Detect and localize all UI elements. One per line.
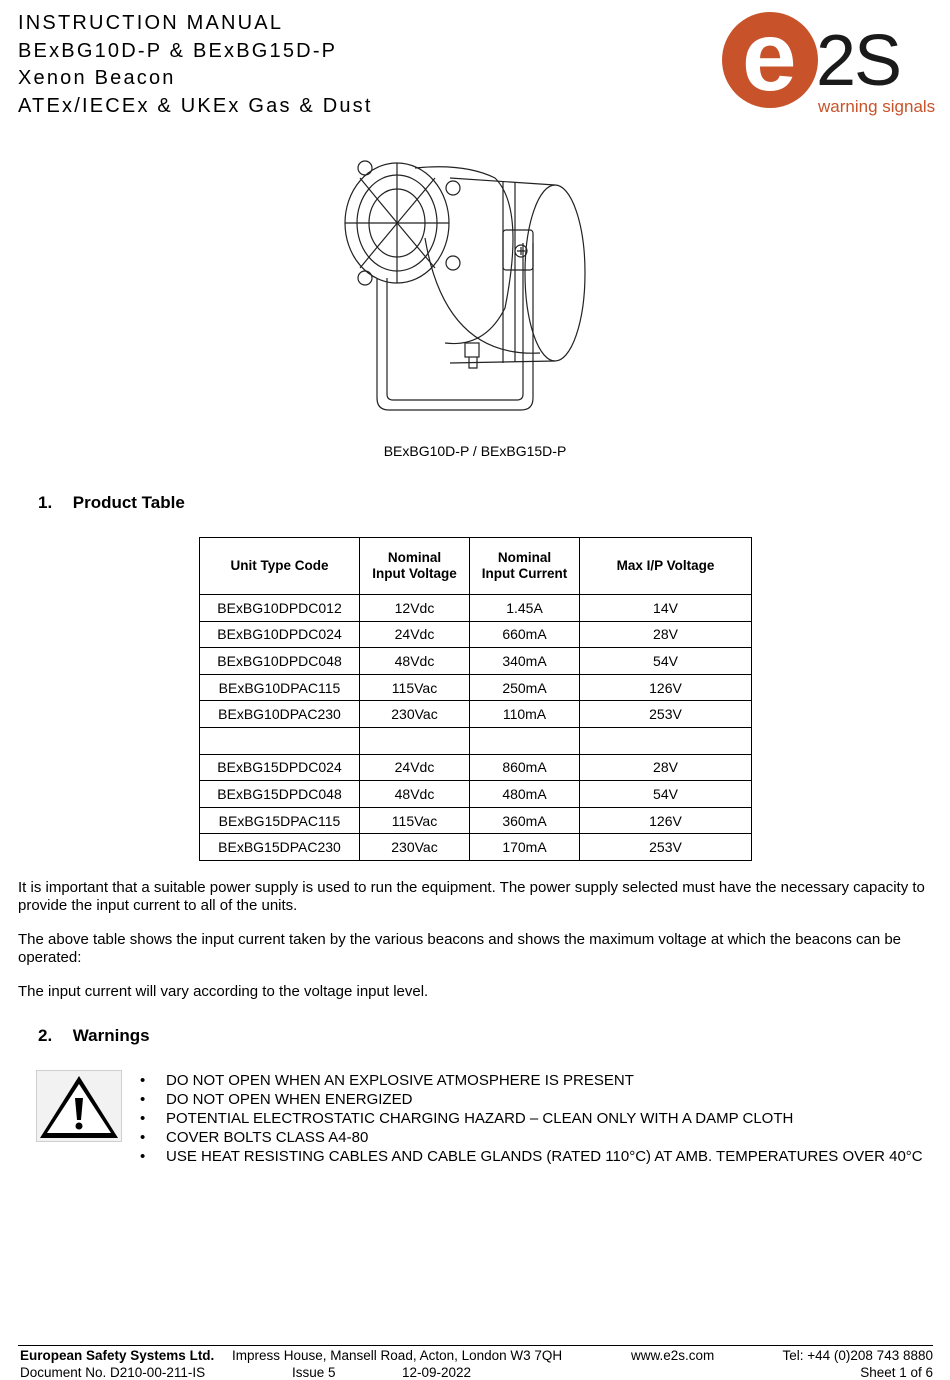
table-cell: 480mA (470, 781, 580, 808)
section-number: 1. (38, 493, 53, 512)
table-cell: 860mA (470, 754, 580, 781)
product-table (199, 537, 752, 861)
table-row (200, 834, 752, 861)
document-title-line: Xenon Beacon (18, 67, 176, 89)
section-title: Product Table (72, 493, 185, 512)
logo-brand: 2S (816, 21, 901, 101)
table-cell: 24Vdc (360, 754, 470, 781)
e2s-logo (720, 1, 936, 120)
table-cell: 170mA (470, 834, 580, 861)
body-paragraph: The input current will vary according to the voltage input level. (18, 983, 429, 1000)
list-item: • DO NOT OPEN WHEN AN EXPLOSIVE ATMOSPHERE IS PRESENT (140, 1071, 940, 1090)
table-cell (470, 727, 580, 754)
footer-address: Impress House, Mansell Road, Acton, London W3 7QH (232, 1348, 563, 1363)
table-cell: BExBG10DPAC115 (200, 674, 360, 701)
table-cell: 24Vdc (360, 621, 470, 648)
footer-divider (18, 1345, 933, 1346)
table-row (200, 754, 752, 781)
table-cell: 12Vdc (360, 595, 470, 622)
table-header-row (200, 538, 752, 595)
document-title-line: BExBG10D-P & BExBG15D-P (18, 39, 338, 62)
table-cell: BExBG10DPDC024 (200, 621, 360, 648)
footer-date: 12-09-2022 (402, 1365, 472, 1380)
document-title-line: INSTRUCTION MANUAL (18, 12, 284, 34)
table-cell: 48Vdc (360, 648, 470, 675)
table-cell: 54V (580, 648, 752, 675)
table-cell: 340mA (470, 648, 580, 675)
table-row (200, 701, 752, 728)
table-cell: 28V (580, 621, 752, 648)
beacon-illustration (325, 148, 595, 428)
body-paragraph: The above table shows the input current taken by the various beacons and shows the maximum voltage at which the beacons can be operated: (18, 931, 902, 966)
logo-tagline: warning signals (818, 97, 936, 116)
table-cell: 48Vdc (360, 781, 470, 808)
list-item: • USE HEAT RESISTING CABLES AND CABLE GLANDS (RATED 110°C) AT AMB. TEMPERATURES OVER 40°C (140, 1147, 940, 1166)
table-cell: 115Vac (360, 807, 470, 834)
footer-telephone: Tel: +44 (0)208 743 8880 (782, 1348, 933, 1363)
table-cell: 253V (580, 701, 752, 728)
list-item: • DO NOT OPEN WHEN ENERGIZED (140, 1090, 940, 1109)
column-header: Nominal Input Voltage (360, 538, 470, 595)
logo-mark: e (742, 1, 797, 111)
column-header: Max I/P Voltage (580, 538, 752, 595)
table-cell: BExBG15DPAC115 (200, 807, 360, 834)
table-cell: 126V (580, 807, 752, 834)
body-paragraph: It is important that a suitable power supply is used to run the equipment. The power supply selected must have the necessary capacity to provide the input current to all of the units. (18, 879, 925, 914)
table-cell: 660mA (470, 621, 580, 648)
table-cell: 115Vac (360, 674, 470, 701)
footer-website[interactable]: www.e2s.com (631, 1348, 715, 1363)
section-number: 2. (38, 1026, 53, 1045)
table-cell: 14V (580, 595, 752, 622)
warnings-list (140, 1071, 940, 1166)
table-cell: BExBG15DPDC048 (200, 781, 360, 808)
table-cell: 250mA (470, 674, 580, 701)
table-row (200, 621, 752, 648)
table-row (200, 674, 752, 701)
table-cell: 126V (580, 674, 752, 701)
table-cell: 110mA (470, 701, 580, 728)
table-row (200, 648, 752, 675)
table-cell: BExBG10DPDC012 (200, 595, 360, 622)
table-row (200, 781, 752, 808)
table-row (200, 595, 752, 622)
footer-company: European Safety Systems Ltd. (20, 1348, 215, 1363)
table-cell (200, 727, 360, 754)
table-cell: BExBG10DPAC230 (200, 701, 360, 728)
footer-issue: Issue 5 (292, 1365, 336, 1380)
table-cell: 230Vac (360, 834, 470, 861)
section-heading-product-table (38, 493, 185, 513)
footer-document-number: Document No. D210-00-211-IS (20, 1365, 206, 1380)
table-cell: 253V (580, 834, 752, 861)
list-item: • COVER BOLTS CLASS A4-80 (140, 1128, 940, 1147)
table-cell: BExBG15DPAC230 (200, 834, 360, 861)
table-cell: 28V (580, 754, 752, 781)
section-heading-warnings (38, 1026, 150, 1046)
table-cell (580, 727, 752, 754)
column-header: Nominal Input Current (470, 538, 580, 595)
figure-caption: BExBG10D-P / BExBG15D-P (383, 443, 567, 459)
list-item: • POTENTIAL ELECTROSTATIC CHARGING HAZARD – CLEAN ONLY WITH A DAMP CLOTH (140, 1109, 940, 1128)
section-title: Warnings (72, 1026, 150, 1045)
column-header: Unit Type Code (200, 538, 360, 595)
document-title-line: ATEx/IECEx & UKEx Gas & Dust (18, 94, 373, 117)
table-cell: BExBG15DPDC024 (200, 754, 360, 781)
document-title-block (18, 10, 373, 120)
table-row (200, 807, 752, 834)
table-row-empty (200, 727, 752, 754)
table-cell: 230Vac (360, 701, 470, 728)
table-cell: 54V (580, 781, 752, 808)
footer-sheet: Sheet 1 of 6 (860, 1365, 933, 1380)
table-cell: BExBG10DPDC048 (200, 648, 360, 675)
table-cell: 360mA (470, 807, 580, 834)
warning-triangle-icon (36, 1070, 122, 1142)
table-cell: 1.45A (470, 595, 580, 622)
table-cell (360, 727, 470, 754)
